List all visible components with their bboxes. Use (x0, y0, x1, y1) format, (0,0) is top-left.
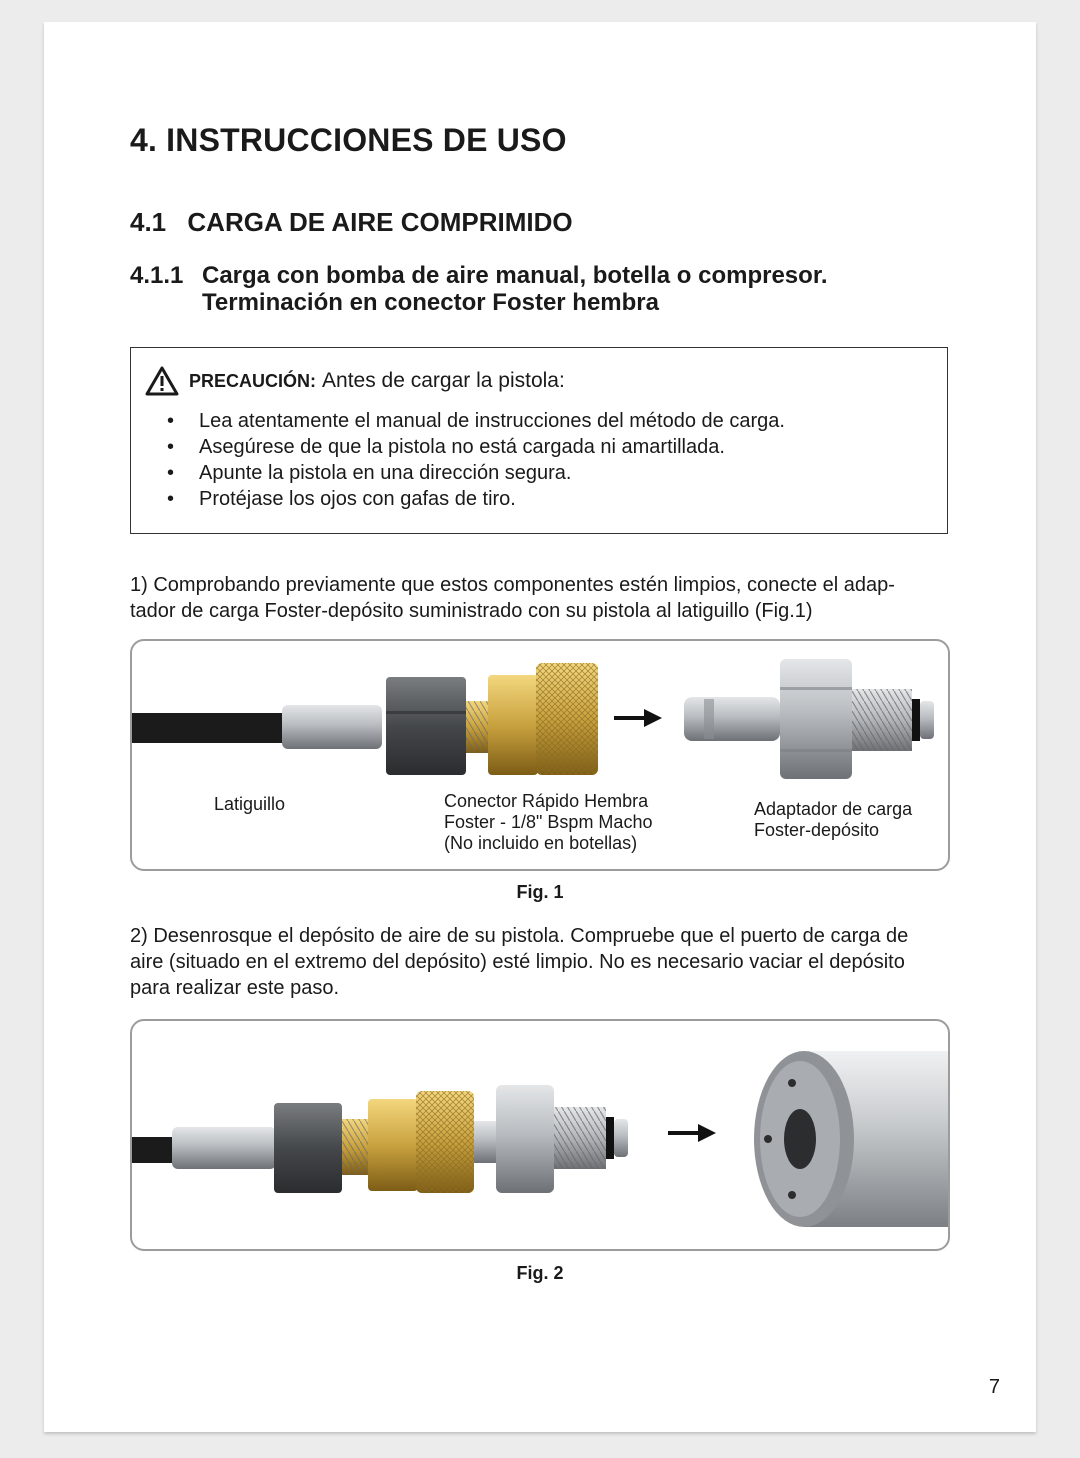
adapter-hex (780, 659, 852, 779)
step-2-line: para realizar este paso. (130, 977, 340, 999)
figure-2-illustration (132, 1021, 948, 1249)
manual-page (44, 22, 1036, 1432)
label-adapter-line: Adaptador de carga (754, 799, 913, 819)
step-1-paragraph (130, 572, 952, 624)
figure-1-caption: Fig. 1 (516, 882, 564, 902)
caution-item: • Protéjase los ojos con gafas de tiro. (155, 486, 785, 512)
subsubsection-title-line1: Carga con bomba de aire manual, botella o compresor. (202, 262, 828, 289)
subsubsection-heading (130, 262, 828, 316)
label-adapter (754, 799, 912, 841)
figure-1-frame (130, 639, 950, 871)
caution-box (130, 347, 948, 534)
caution-header (145, 366, 565, 396)
hex-nut (386, 677, 466, 775)
subsection-number: 4.1 (130, 207, 167, 237)
hose-ferrule (172, 1127, 276, 1169)
subsubsection-number: 4.1.1 (130, 262, 184, 289)
hose (132, 713, 292, 743)
label-adapter-line: Foster-depósito (754, 820, 880, 840)
brass-hex (488, 675, 538, 775)
figure-2-caption: Fig. 2 (516, 1263, 564, 1283)
caution-item: • Apunte la pistola en una dirección segura. (155, 460, 785, 486)
step-1-line: tador de carga Foster-depósito suministrado con su pistola al latiguillo (Fig.1) (130, 600, 813, 622)
label-hose: Latiguillo (214, 794, 286, 814)
air-tank (754, 1051, 948, 1227)
caution-item: • Lea atentamente el manual de instrucciones del método de carga. (155, 408, 785, 434)
quick-plug (684, 697, 780, 741)
label-connector-line: Foster - 1/8" Bspm Macho (444, 812, 653, 832)
label-connector (444, 791, 652, 854)
right-arrow-icon (668, 1124, 716, 1142)
step-2-paragraph (130, 923, 952, 1001)
hose-ferrule (282, 705, 382, 749)
figure-2-frame (130, 1019, 950, 1251)
adapter-hex (496, 1085, 554, 1193)
subsection-heading (130, 207, 573, 238)
caution-item: • Asegúrese de que la pistola no está cargada ni amartillada. (155, 434, 785, 460)
subsection-title: CARGA DE AIRE COMPRIMIDO (187, 207, 573, 237)
label-connector-line: (No incluido en botellas) (444, 833, 638, 853)
label-connector-line: Conector Rápido Hembra (444, 791, 649, 811)
brass-hex (368, 1099, 418, 1191)
warning-triangle-icon (145, 366, 179, 396)
step-2-line: 2) Desenrosque el depósito de aire de su pistola. Compruebe que el puerto de carga de (130, 925, 909, 947)
caution-label: PRECAUCIÓN: (189, 370, 317, 391)
caution-intro: Antes de cargar la pistola: (322, 369, 565, 392)
hex-nut (274, 1103, 342, 1193)
caution-list (155, 408, 785, 512)
subsubsection-title-line2: Terminación en conector Foster hembra (202, 289, 659, 316)
step-2-line: aire (situado en el extremo del depósito) esté limpio. No es necesario vaciar el depósito (130, 951, 905, 973)
page-number: 7 (988, 1376, 1000, 1398)
section-heading: 4. INSTRUCCIONES DE USO (130, 122, 567, 158)
right-arrow-icon (614, 709, 662, 727)
step-1-line: 1) Comprobando previamente que estos componentes estén limpios, conecte el adap- (130, 574, 895, 596)
